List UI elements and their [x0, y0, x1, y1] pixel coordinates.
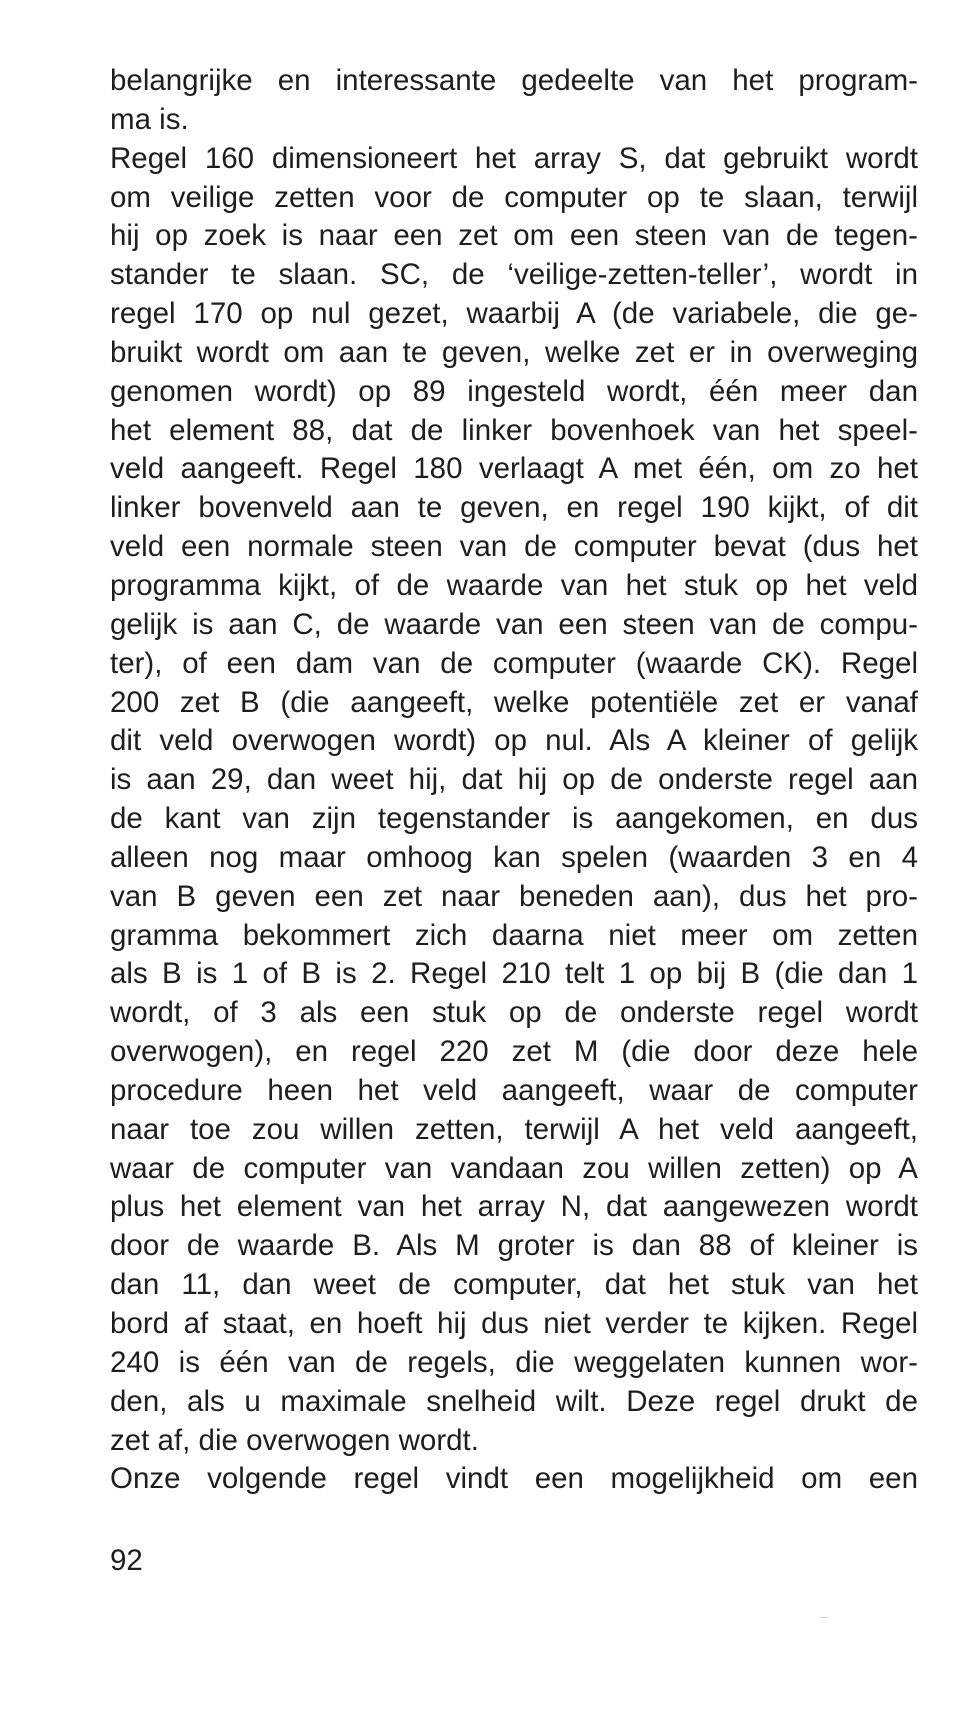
- text-line: procedure heen het veld aangeeft, waar de computer: [110, 1073, 918, 1107]
- text-line: het element 88, dat de linker bovenhoek van het speel-: [110, 413, 918, 447]
- text-line: de kant van zijn tegenstander is aangekomen, en dus: [110, 802, 918, 836]
- text-line: programma kijkt, of de waarde van het stuk op het veld: [110, 568, 918, 602]
- text-line: den, als u maximale snelheid wilt. Deze regel drukt de: [110, 1384, 918, 1418]
- text-line: veld aangeeft. Regel 180 verlaagt A met één, om zo het: [110, 452, 918, 486]
- text-line: bruikt wordt om aan te geven, welke zet er in overweging: [110, 335, 918, 369]
- text-line: door de waarde B. Als M groter is dan 88 of kleiner is: [110, 1229, 918, 1263]
- text-line: van B geven een zet naar beneden aan), dus het pro-: [110, 879, 918, 913]
- text-line: ter), of een dam van de computer (waarde CK). Regel: [110, 646, 918, 680]
- text-line: genomen wordt) op 89 ingesteld wordt, één meer dan: [110, 374, 918, 408]
- text-line: is aan 29, dan weet hij, dat hij op de onderste regel aan: [110, 763, 918, 797]
- text-line: waar de computer van vandaan zou willen zetten) op A: [110, 1151, 918, 1185]
- text-line: alleen nog maar omhoog kan spelen (waarden 3 en 4: [110, 840, 918, 874]
- text-line: om veilige zetten voor de computer op te slaan, terwijl: [110, 180, 918, 214]
- text-line: Onze volgende regel vindt een mogelijkheid om een: [110, 1462, 918, 1496]
- text-line: 240 is één van de regels, die weggelaten kunnen wor-: [110, 1345, 918, 1379]
- text-line: stander te slaan. SC, de ‘veilige-zetten-teller’, wordt in: [110, 258, 918, 292]
- text-line: linker bovenveld aan te geven, en regel 190 kijkt, of dit: [110, 491, 918, 525]
- text-line: wordt, of 3 als een stuk op de onderste regel wordt: [110, 996, 918, 1030]
- text-line: overwogen), en regel 220 zet M (die door deze hele: [110, 1035, 918, 1069]
- text-line: veld een normale steen van de computer bevat (dus het: [110, 530, 918, 564]
- text-line: plus het element van het array N, dat aangewezen wordt: [110, 1190, 918, 1224]
- text-line: zet af, die overwogen wordt.: [110, 1423, 479, 1457]
- text-line: hij op zoek is naar een zet om een steen van de tegen-: [110, 219, 918, 253]
- paper-speck: [820, 1617, 828, 1618]
- text-line: gramma bekommert zich daarna niet meer om zetten: [110, 918, 918, 952]
- page-number: 92: [110, 1544, 143, 1577]
- text-line: als B is 1 of B is 2. Regel 210 telt 1 op bij B (die dan 1: [110, 957, 918, 991]
- body-text: [110, 62, 918, 1499]
- text-line: belangrijke en interessante gedeelte van het program-: [110, 64, 918, 97]
- text-line: gelijk is aan C, de waarde van een steen van de compu-: [110, 607, 918, 641]
- text-line: ma is.: [110, 102, 189, 136]
- text-line: dan 11, dan weet de computer, dat het stuk van het: [110, 1268, 918, 1302]
- text-line: naar toe zou willen zetten, terwijl A het veld aangeeft,: [110, 1112, 918, 1146]
- text-line: Regel 160 dimensioneert het array S, dat gebruikt wordt: [110, 141, 918, 175]
- text-line: 200 zet B (die aangeeft, welke potentiële zet er vanaf: [110, 685, 918, 719]
- text-line: dit veld overwogen wordt) op nul. Als A kleiner of gelijk: [110, 724, 918, 758]
- text-line: regel 170 op nul gezet, waarbij A (de variabele, die ge-: [110, 297, 918, 331]
- text-line: bord af staat, en hoeft hij dus niet verder te kijken. Regel: [110, 1307, 918, 1340]
